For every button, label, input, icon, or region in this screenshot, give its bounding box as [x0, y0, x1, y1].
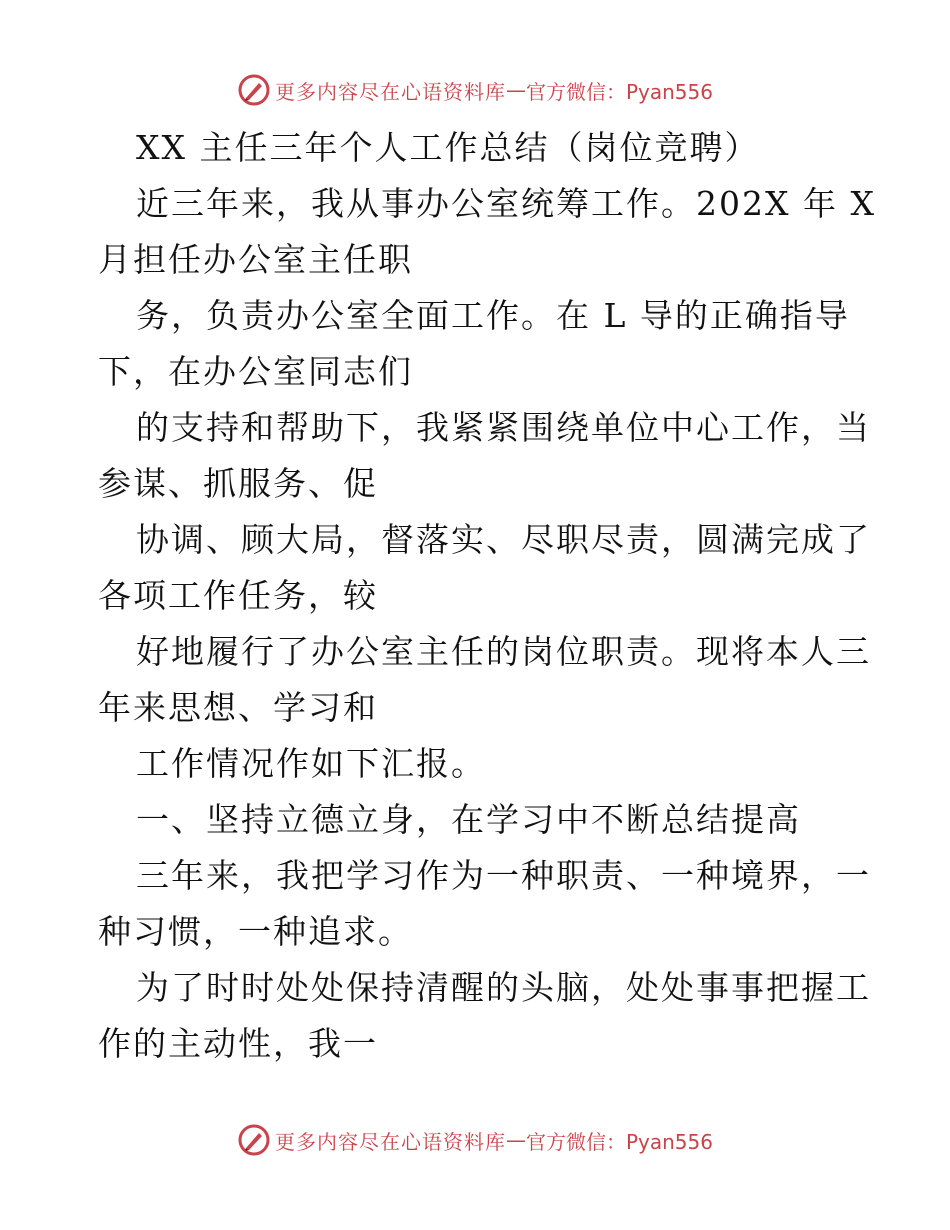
watermark-separator: — [505, 78, 526, 102]
text-line: 三年来，我把学习作为一种职责、一种境界，一 [136, 856, 871, 895]
document-body [98, 120, 876, 1072]
text-line: 月担任办公室主任职 [98, 240, 413, 279]
watermark-contact: 官方微信：Pyan556 [525, 79, 713, 104]
text-line: 一、坚持立德立身，在学习中不断总结提高 [136, 800, 801, 839]
text-line: 务，负责办公室全面工作。在 L 导的正确指导 [136, 296, 850, 335]
footer-watermark [0, 1120, 950, 1160]
pen-logo-icon [237, 73, 271, 107]
pen-logo-icon [237, 1123, 271, 1157]
watermark-text: 更多内容尽在心语资料库 [274, 79, 506, 104]
text-line: 年来思想、学习和 [98, 688, 378, 727]
watermark-text: 更多内容尽在心语资料库 [274, 1129, 506, 1154]
text-line: 参谋、抓服务、促 [98, 464, 378, 503]
watermark-contact: 官方微信：Pyan556 [525, 1129, 713, 1154]
text-line: 好地履行了办公室主任的岗位职责。现将本人三 [136, 632, 871, 671]
text-line: 下，在办公室同志们 [98, 352, 413, 391]
text-line: 工作情况作如下汇报。 [136, 744, 486, 783]
text-line: 各项工作任务，较 [98, 576, 378, 615]
text-line: 为了时时处处保持清醒的头脑，处处事事把握工 [136, 968, 871, 1007]
header-watermark [0, 70, 950, 110]
document-title: XX 主任三年个人工作总结（岗位竞聘） [136, 128, 760, 167]
text-line: 种习惯，一种追求。 [98, 912, 413, 951]
text-line: 近三年来，我从事办公室统筹工作。202X 年 X [136, 184, 876, 223]
text-line: 的支持和帮助下，我紧紧围绕单位中心工作，当 [136, 408, 871, 447]
text-line: 作的主动性，我一 [98, 1024, 378, 1063]
text-line: 协调、顾大局，督落实、尽职尽责，圆满完成了 [136, 520, 871, 559]
watermark-separator: — [505, 1128, 526, 1152]
